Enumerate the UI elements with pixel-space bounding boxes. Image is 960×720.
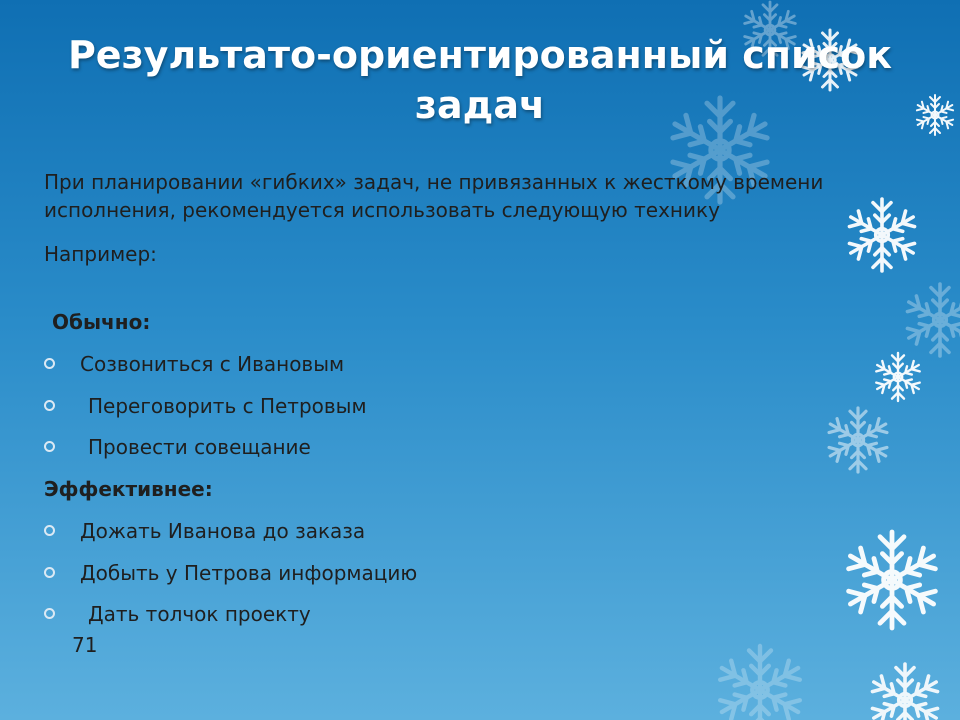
usual-heading: Обычно: xyxy=(52,310,151,334)
bullet-icon xyxy=(44,525,55,536)
page-number: 71 xyxy=(72,633,98,657)
slide-title: Результато-ориентированный список задач xyxy=(67,33,893,127)
slide-body: При планировании «гибких» задач, не привязанных к жесткому времени исполнения, рекомендуется использовать следующую технику Например: Обычно: Созвониться с Ивановым Переговорить с Петровым Провести совещание Эффективнее: Дожать Иванова до заказа Добыть у Петрова информацию Дать толчок проекту xyxy=(44,168,844,268)
bullet-icon xyxy=(44,441,55,452)
bullet-icon xyxy=(44,567,55,578)
bullet-icon xyxy=(44,608,55,619)
example-label: Например: xyxy=(44,242,157,266)
bullet-icon xyxy=(44,358,55,369)
intro-text: При планировании «гибких» задач, не привязанных к жесткому времени исполнения, рекомендуется использовать следующую технику xyxy=(44,170,824,222)
effective-heading: Эффективнее: xyxy=(44,477,213,501)
bullet-icon xyxy=(44,400,55,411)
